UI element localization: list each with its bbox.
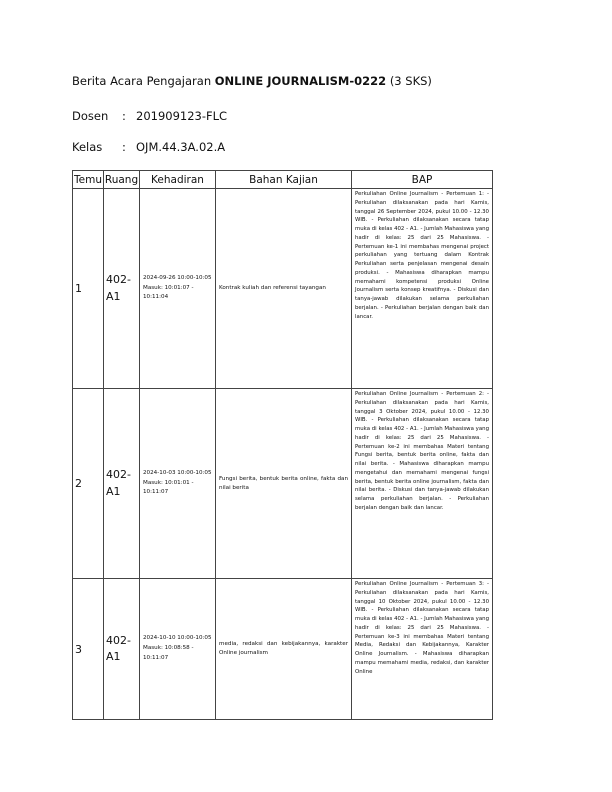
dosen-separator: : <box>122 109 126 123</box>
table-row <box>73 189 493 389</box>
kehadiran-time: 2024-09-26 10:00-10:05 <box>143 274 212 281</box>
bahan-cell: media, redaksi dan kebijakannya, karakter Online journalism <box>216 579 352 720</box>
kehadiran-cell <box>140 189 216 389</box>
bap-table <box>72 170 493 720</box>
dosen-label: Dosen <box>72 109 109 123</box>
kehadiran-cell <box>140 389 216 579</box>
table-row <box>73 389 493 579</box>
kelas-value: OJM.44.3A.02.A <box>136 140 226 154</box>
bap-cell: Perkuliahan Online Journalism - Pertemuan 2: - Perkuliahan dilaksanakan pada hari Kamis, tanggal 3 Oktober 2024, pukul 10.00 - 12.30 WIB. - Perkuliahan dilaksanakan secara tatap muka di kelas 402 - A1. - Jumlah Mahasiswa yang hadir di kelas: 25 dari 25 Mahasiswa. - Pertemuan ke-2 ini membahas Materi tentang Fungsi berita, bentuk berita online, fakta dan nilai berita. - Mahasiswa diharapkan mampu mengetahui dan memahami mengenai fungsi berita, bentuk berita online journalism, fakta dan nilai berita. - Diskusi dan tanya-jawab dilakukan selama perkuliahan berjalan. - Perkuliahan berjalan dengan baik dan lancar. <box>352 389 493 579</box>
kehadiran-time: 2024-10-03 10:00-10:05 <box>143 469 212 476</box>
temu-cell: 3 <box>73 579 104 720</box>
kelas-separator: : <box>122 140 126 154</box>
ruang-cell: 402-A1 <box>104 389 140 579</box>
table-row <box>73 579 493 720</box>
header-bap: BAP <box>352 171 493 189</box>
table-header-row <box>73 171 493 189</box>
bap-cell: Perkuliahan Online Journalism - Pertemuan 1: - Perkuliahan dilaksanakan pada hari Kamis, tanggal 26 September 2024, pukul 10.00 - 12.30 WIB. - Perkuliahan dilaksanakan secara tatap muka di kelas 402 - A1. - Jumlah Mahasiswa yang hadir di kelas: 25 dari 25 Mahasiswa. - Pertemuan ke-1 ini membahas mengenai project perkuliahan yang tertuang dalam Kontrak Perkuliahan serta penjelasan mengenai desain produksi. - Mahasiswa diharapkan mampu memahami kompetensi produksi Online Journalism serta konsep kreatifnya. - Diskusi dan tanya-jawab dilakukan selama perkuliahan berjalan. - Perkuliahan berjalan dengan baik dan lancar. <box>352 189 493 389</box>
title-sks: (3 SKS) <box>389 74 432 88</box>
kelas-row <box>72 140 225 154</box>
bahan-cell: Kontrak kuliah dan referensi tayangan <box>216 189 352 389</box>
temu-cell: 2 <box>73 389 104 579</box>
title-prefix: Berita Acara Pengajaran <box>72 74 212 88</box>
kehadiran-time: 2024-10-10 10:00-10:05 <box>143 635 212 642</box>
header-kehadiran: Kehadiran <box>140 171 216 189</box>
ruang-cell: 402-A1 <box>104 579 140 720</box>
kelas-label: Kelas <box>72 140 103 154</box>
kehadiran-masuk: Masuk: 10:01:01 - 10:11:07 <box>143 479 194 496</box>
dosen-value: 201909123-FLC <box>136 109 228 123</box>
header-bahan-kajian: Bahan Kajian <box>216 171 352 189</box>
kehadiran-cell <box>140 579 216 720</box>
header-ruang: Ruang <box>104 171 140 189</box>
kehadiran-masuk: Masuk: 10:01:07 - 10:11:04 <box>143 284 194 301</box>
kehadiran-masuk: Masuk: 10:08:58 - 10:11:07 <box>143 645 194 661</box>
ruang-cell: 402-A1 <box>104 189 140 389</box>
header-temu: Temu <box>73 171 104 189</box>
bap-cell: Perkuliahan Online Journalism - Pertemuan 3: - Perkuliahan dilaksanakan pada hari Kamis, tanggal 10 Oktober 2024, pukul 10.00 - 12.30 WIB. - Perkuliahan dilaksanakan secara tatap muka di kelas 402 - A1. - Jumlah Mahasiswa yang hadir di kelas: 25 dari 25 Mahasiswa. - Pertemuan ke-3 ini membahas Materi tentang Media, Redaksi dan Kebijakannya, Karakter Online Journalism. - Mahasiswa diharapkan mampu memahami media, redaksi, dan karakter Online <box>352 579 493 720</box>
bahan-cell: Fungsi berita, bentuk berita online, fakta dan nilai berita <box>216 389 352 579</box>
title-course: ONLINE JOURNALISM-0222 <box>214 74 387 88</box>
page-title <box>72 74 432 88</box>
dosen-row <box>72 109 227 123</box>
temu-cell: 1 <box>73 189 104 389</box>
